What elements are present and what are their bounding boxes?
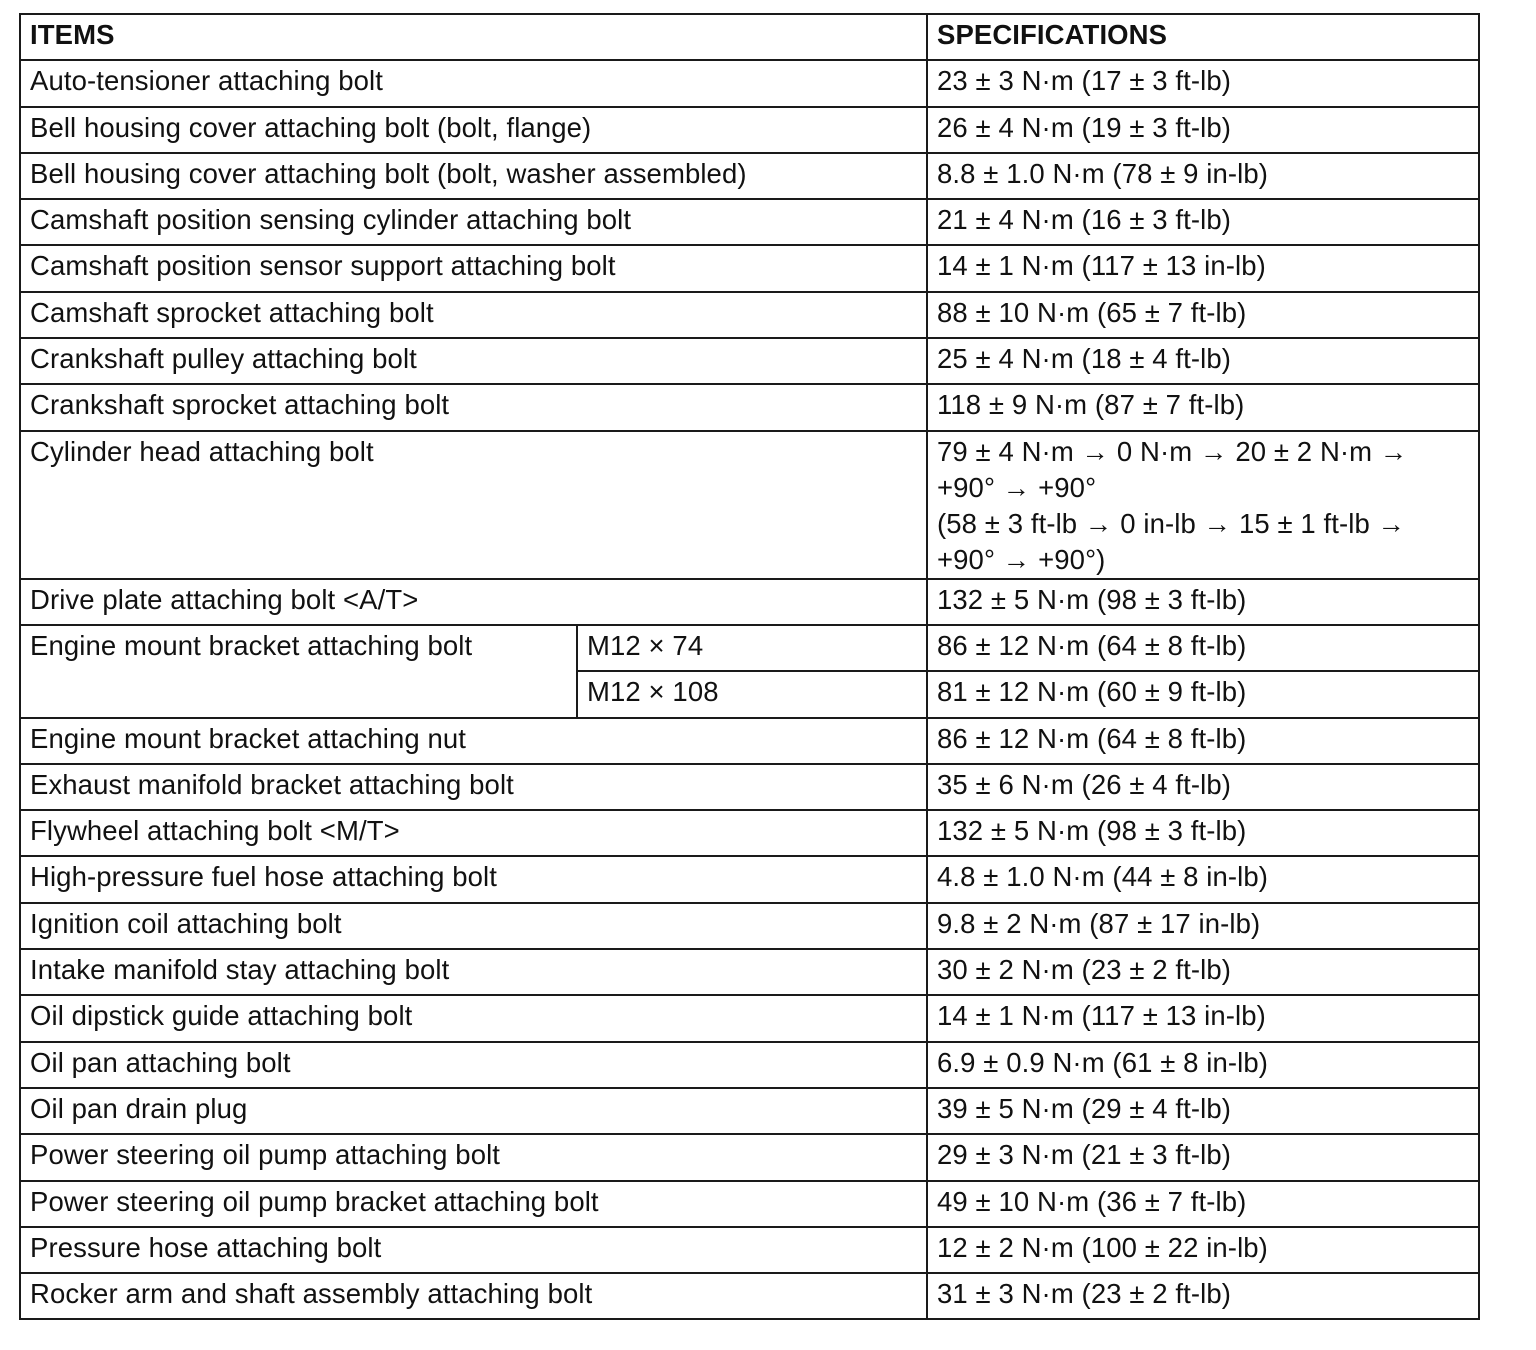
spec-cell: 25 ± 4 N·m (18 ± 4 ft-lb) bbox=[927, 338, 1479, 384]
spec-line: (58 ± 3 ft-lb → 0 in-lb → 15 ± 1 ft-lb → bbox=[937, 507, 1406, 539]
table-row bbox=[20, 625, 1479, 671]
item-cell: Pressure hose attaching bolt bbox=[20, 1227, 927, 1273]
table-row bbox=[20, 949, 1479, 995]
spec-cell: 4.8 ± 1.0 N·m (44 ± 8 in-lb) bbox=[927, 856, 1479, 902]
table-row bbox=[20, 764, 1479, 810]
spec-cell-multiline bbox=[927, 431, 1479, 579]
item-cell: Ignition coil attaching bolt bbox=[20, 903, 927, 949]
item-cell: Auto-tensioner attaching bolt bbox=[20, 60, 927, 106]
spec-line: +90° → +90° bbox=[937, 471, 1097, 503]
spec-cell: 14 ± 1 N·m (117 ± 13 in-lb) bbox=[927, 995, 1479, 1041]
header-specifications: SPECIFICATIONS bbox=[927, 14, 1479, 60]
table-row bbox=[20, 1227, 1479, 1273]
spec-cell: 21 ± 4 N·m (16 ± 3 ft-lb) bbox=[927, 199, 1479, 245]
table-row bbox=[20, 1042, 1479, 1088]
size-cell: M12 × 108 bbox=[577, 671, 927, 717]
table-row bbox=[20, 431, 1479, 579]
spec-cell: 6.9 ± 0.9 N·m (61 ± 8 in-lb) bbox=[927, 1042, 1479, 1088]
item-cell: Bell housing cover attaching bolt (bolt, washer assembled) bbox=[20, 153, 927, 199]
table-row bbox=[20, 856, 1479, 902]
spec-cell: 49 ± 10 N·m (36 ± 7 ft-lb) bbox=[927, 1181, 1479, 1227]
table-row bbox=[20, 292, 1479, 338]
table-row bbox=[20, 107, 1479, 153]
spec-cell: 88 ± 10 N·m (65 ± 7 ft-lb) bbox=[927, 292, 1479, 338]
item-cell: Camshaft sprocket attaching bolt bbox=[20, 292, 927, 338]
item-cell: Oil dipstick guide attaching bolt bbox=[20, 995, 927, 1041]
table-row bbox=[20, 1088, 1479, 1134]
spec-line: +90° → +90°) bbox=[937, 543, 1106, 575]
spec-cell: 35 ± 6 N·m (26 ± 4 ft-lb) bbox=[927, 764, 1479, 810]
item-cell: Flywheel attaching bolt <M/T> bbox=[20, 810, 927, 856]
item-cell: Drive plate attaching bolt <A/T> bbox=[20, 579, 927, 625]
item-cell: Rocker arm and shaft assembly attaching bolt bbox=[20, 1273, 927, 1319]
item-cell: Engine mount bracket attaching bolt bbox=[20, 625, 577, 718]
item-cell: Crankshaft sprocket attaching bolt bbox=[20, 384, 927, 430]
table-row bbox=[20, 199, 1479, 245]
spec-cell: 23 ± 3 N·m (17 ± 3 ft-lb) bbox=[927, 60, 1479, 106]
table-row bbox=[20, 1181, 1479, 1227]
table-row bbox=[20, 903, 1479, 949]
spec-cell: 12 ± 2 N·m (100 ± 22 in-lb) bbox=[927, 1227, 1479, 1273]
table-row bbox=[20, 995, 1479, 1041]
item-cell: Bell housing cover attaching bolt (bolt, flange) bbox=[20, 107, 927, 153]
spec-cell: 14 ± 1 N·m (117 ± 13 in-lb) bbox=[927, 245, 1479, 291]
table-row bbox=[20, 1273, 1479, 1319]
item-cell: Cylinder head attaching bolt bbox=[20, 431, 927, 579]
item-cell: Exhaust manifold bracket attaching bolt bbox=[20, 764, 927, 810]
spec-cell: 8.8 ± 1.0 N·m (78 ± 9 in-lb) bbox=[927, 153, 1479, 199]
item-cell: Camshaft position sensor support attaching bolt bbox=[20, 245, 927, 291]
item-cell: High-pressure fuel hose attaching bolt bbox=[20, 856, 927, 902]
spec-cell: 39 ± 5 N·m (29 ± 4 ft-lb) bbox=[927, 1088, 1479, 1134]
table-row bbox=[20, 1134, 1479, 1180]
spec-cell: 29 ± 3 N·m (21 ± 3 ft-lb) bbox=[927, 1134, 1479, 1180]
spec-cell: 132 ± 5 N·m (98 ± 3 ft-lb) bbox=[927, 579, 1479, 625]
item-cell: Camshaft position sensing cylinder attaching bolt bbox=[20, 199, 927, 245]
spec-cell: 26 ± 4 N·m (19 ± 3 ft-lb) bbox=[927, 107, 1479, 153]
table-row bbox=[20, 718, 1479, 764]
table-row bbox=[20, 338, 1479, 384]
spec-cell: 118 ± 9 N·m (87 ± 7 ft-lb) bbox=[927, 384, 1479, 430]
spec-line: 79 ± 4 N·m → 0 N·m → 20 ± 2 N·m → bbox=[937, 435, 1408, 467]
torque-specifications-table bbox=[19, 13, 1480, 1320]
table-row bbox=[20, 579, 1479, 625]
table-row bbox=[20, 810, 1479, 856]
item-cell: Engine mount bracket attaching nut bbox=[20, 718, 927, 764]
spec-cell: 31 ± 3 N·m (23 ± 2 ft-lb) bbox=[927, 1273, 1479, 1319]
spec-cell: 81 ± 12 N·m (60 ± 9 ft-lb) bbox=[927, 671, 1479, 717]
spec-cell: 30 ± 2 N·m (23 ± 2 ft-lb) bbox=[927, 949, 1479, 995]
item-cell: Power steering oil pump attaching bolt bbox=[20, 1134, 927, 1180]
table-row bbox=[20, 60, 1479, 106]
size-cell: M12 × 74 bbox=[577, 625, 927, 671]
spec-cell: 132 ± 5 N·m (98 ± 3 ft-lb) bbox=[927, 810, 1479, 856]
spec-cell: 9.8 ± 2 N·m (87 ± 17 in-lb) bbox=[927, 903, 1479, 949]
spec-cell: 86 ± 12 N·m (64 ± 8 ft-lb) bbox=[927, 718, 1479, 764]
item-cell: Oil pan drain plug bbox=[20, 1088, 927, 1134]
item-cell: Oil pan attaching bolt bbox=[20, 1042, 927, 1088]
table-header-row bbox=[20, 14, 1479, 60]
table-row bbox=[20, 384, 1479, 430]
header-items: ITEMS bbox=[20, 14, 927, 60]
table-row bbox=[20, 245, 1479, 291]
item-cell: Power steering oil pump bracket attaching bolt bbox=[20, 1181, 927, 1227]
spec-cell: 86 ± 12 N·m (64 ± 8 ft-lb) bbox=[927, 625, 1479, 671]
item-cell: Crankshaft pulley attaching bolt bbox=[20, 338, 927, 384]
table-row bbox=[20, 153, 1479, 199]
item-cell: Intake manifold stay attaching bolt bbox=[20, 949, 927, 995]
